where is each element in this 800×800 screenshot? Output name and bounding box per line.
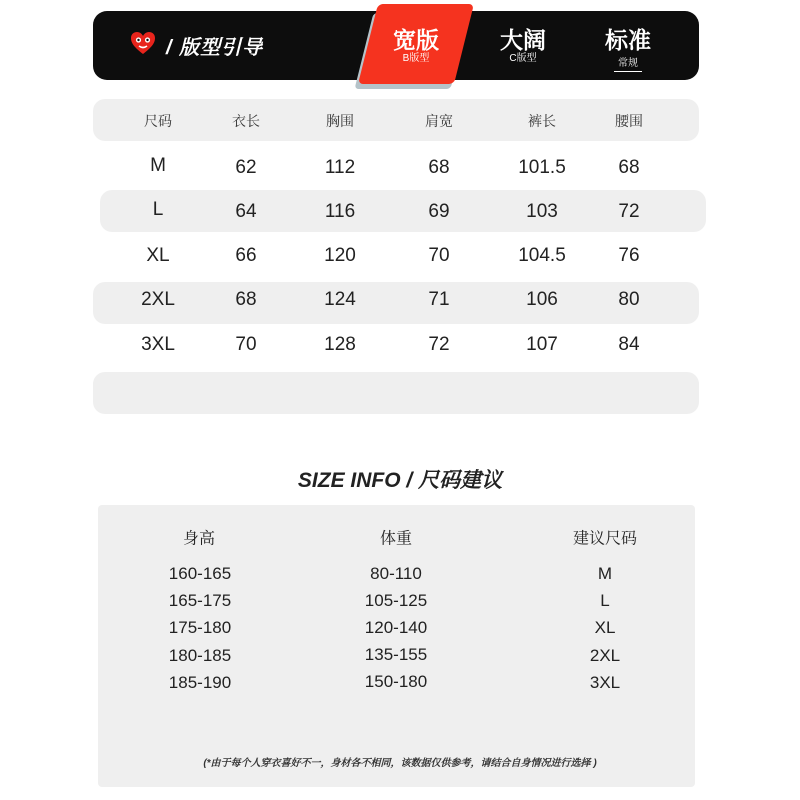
table-cell: 84 (618, 334, 640, 355)
info-cell: 175-180 (168, 618, 232, 637)
table-cell: 120 (324, 245, 356, 266)
info-cell: M (597, 564, 613, 583)
size-info-title: SIZE INFO / 尺码建议 (297, 469, 503, 492)
table-cell: 103 (526, 201, 558, 222)
table-cell: 72 (428, 334, 450, 355)
tab-loose[interactable] (487, 27, 559, 65)
table-cell: 116 (324, 201, 356, 222)
disclaimer-note: (*由于每个人穿衣喜好不一，身材各不相同，该数据仅供参考，请结合自身情况进行选择 ) (203, 758, 597, 769)
table-cell: 124 (324, 289, 356, 310)
table-cell: 101.5 (518, 157, 566, 178)
table-cell: M (150, 155, 166, 176)
header-chest: 胸围 (326, 113, 354, 129)
table-header-row (93, 99, 699, 141)
info-cell: 185-190 (168, 673, 232, 692)
info-cell: 3XL (589, 673, 621, 692)
tab-standard-sub: 常规 (614, 58, 642, 72)
table-cell: 3XL (141, 334, 175, 355)
info-cell: 160-165 (168, 564, 232, 583)
table-cell: 64 (235, 201, 257, 222)
info-cell: 135-155 (364, 645, 428, 664)
tab-loose-label: 大阔 (500, 27, 546, 53)
header-weight: 体重 (379, 530, 413, 548)
table-cell: 66 (235, 245, 257, 266)
info-cell: 165-175 (168, 591, 232, 610)
info-cell: 180-185 (168, 646, 232, 665)
table-row-stripe (100, 190, 706, 232)
header-length: 衣长 (232, 113, 260, 129)
header-pants-length: 裤长 (528, 113, 556, 129)
tab-wide-label: 宽版 (393, 27, 439, 53)
table-cell: XL (146, 245, 170, 266)
info-cell: XL (594, 618, 616, 637)
header-shoulder: 肩宽 (425, 113, 453, 129)
table-cell: 68 (428, 157, 450, 178)
table-cell: 71 (428, 289, 450, 310)
table-cell: 106 (526, 289, 558, 310)
tab-standard-label: 标准 (605, 27, 651, 53)
table-row-stripe (93, 282, 699, 324)
tab-loose-sub: C版型 (509, 53, 537, 64)
tab-standard[interactable] (592, 27, 664, 72)
table-cell: 70 (235, 334, 257, 355)
table-cell: 104.5 (518, 245, 566, 266)
header-size: 尺码 (144, 113, 172, 129)
fit-guide-title: / 版型引导 (166, 37, 264, 59)
table-cell: 80 (618, 289, 640, 310)
info-cell: L (600, 591, 610, 610)
header-height: 身高 (182, 530, 216, 548)
table-cell: 76 (618, 245, 640, 266)
table-cell: 68 (235, 289, 257, 310)
table-cell: L (152, 199, 164, 220)
table-cell: 128 (324, 334, 356, 355)
info-cell: 120-140 (364, 618, 428, 637)
header-recommended-size: 建议尺码 (572, 530, 638, 548)
heart-face-icon (130, 31, 156, 55)
table-cell: 70 (428, 245, 450, 266)
table-cell: 72 (618, 201, 640, 222)
table-cell: 2XL (141, 289, 175, 310)
table-cell: 112 (324, 157, 356, 178)
table-cell: 107 (526, 334, 558, 355)
header-waist: 腰围 (615, 113, 643, 129)
info-cell: 80-110 (370, 564, 422, 583)
table-cell: 68 (618, 157, 640, 178)
info-cell: 2XL (589, 646, 621, 665)
info-cell: 105-125 (364, 591, 428, 610)
tab-wide-sub: B版型 (402, 53, 430, 64)
tab-wide[interactable] (380, 27, 452, 65)
info-cell: 150-180 (364, 672, 428, 691)
table-cell: 69 (428, 201, 450, 222)
table-cell: 62 (235, 157, 257, 178)
table-empty-row (93, 372, 699, 414)
